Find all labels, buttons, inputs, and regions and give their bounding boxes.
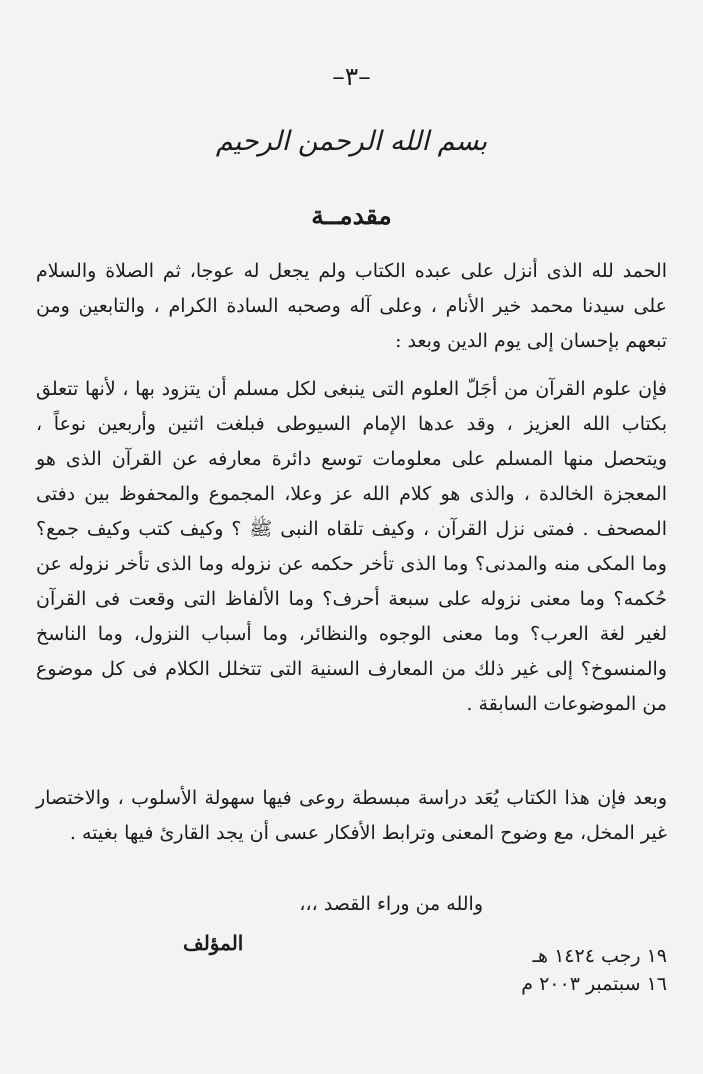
page-number: –٣–: [332, 62, 371, 91]
paragraph-praise: الحمد لله الذى أنزل على عبده الكتاب ولم يجعل له عوجا، ثم الصلاة والسلام على سيدنا محمد خير الأنام ، وعلى آله وصحبه السادة الكرام ، والتابعين ومن تبعهم بإحسان إلى يوم الدين وبعد :: [36, 260, 667, 352]
author-signature: المؤلف: [183, 931, 244, 955]
closing-line: والله من وراء القصد ،،،: [299, 893, 483, 915]
paragraph-quran-sciences: فإن علوم القرآن من أجَلّ العلوم التى ينبغى لكل مسلم أن يتزود بها ، لأنها تتعلق بكتاب الله العزيز ، وقد عدها الإمام السيوطى فبلغت اثنين وأربعين نوعاً ، ويتحصل منها المسلم على معلومات توسع دائرة معارفه عن القرآن الذى هو المعجزة الخالدة ، والذى هو كلام الله عز وعلا، المجموع والمحفوظ بين دفتى المصحف . فمتى نزل القرآن ، وكيف تلقاه النبى ﷺ ؟ وكيف كتب وكيف جمع؟ وما المكى منه والمدنى؟ وما الذى تأخر حكمه عن نزوله وما الذى تأخر نزوله عن حُكمه؟ وما معنى نزوله على سبعة أحرف؟ وما الألفاظ التى وقعت فى القرآن لغير لغة العرب؟ وما معنى الوجوه والنظائر، وما أسباب النزول، وما الناسخ والمنسوخ؟ إلى غير ذلك من المعارف السنية التى تتخلل الكلام فى كل موضوع من الموضوعات السابقة .: [36, 378, 667, 715]
basmala-calligraphy: بسم الله الرحمن الرحيم: [215, 126, 488, 157]
date-hijri: ١٩ رجب ١٤٢٤ هـ: [532, 945, 667, 967]
date-gregorian: ١٦ سبتمبر ٢٠٠٣ م: [521, 973, 667, 995]
paragraph-book-purpose: وبعد فإن هذا الكتاب يُعَد دراسة مبسطة روعى فيها سهولة الأسلوب ، والاختصار غير المخل، مع وضوح المعنى وترابط الأفكار عسى أن يجد القارئ فيها بغيته .: [36, 787, 667, 844]
page-title: مقدمــة: [311, 201, 392, 230]
